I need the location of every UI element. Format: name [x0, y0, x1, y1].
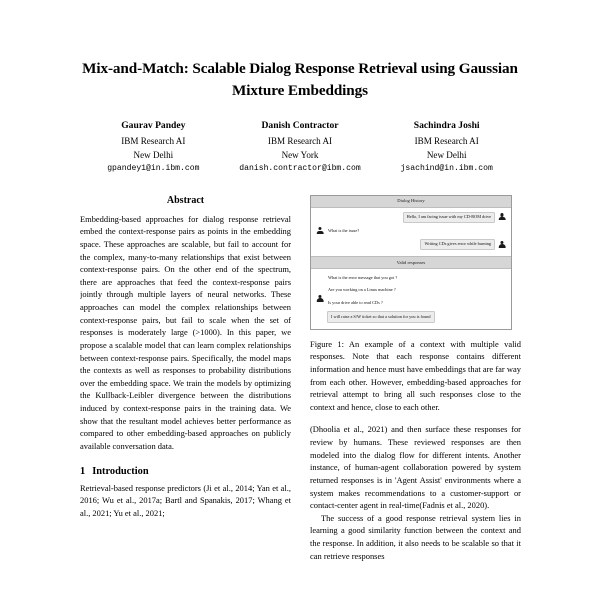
section-title: Introduction [92, 465, 149, 477]
user-avatar-icon [498, 213, 506, 222]
user-message-bubble: Writing CDs gives error while burning [420, 239, 495, 250]
dialog-history-messages [311, 208, 511, 257]
valid-response-bubble: I will raise a S/W ticket so that a solution for you is found [327, 311, 435, 322]
page-title: Mix-and-Match: Scalable Dialog Response Retrieval using Gaussian Mixture Embeddings [82, 60, 518, 99]
section-number: 1 [80, 465, 86, 477]
dialog-message-row [316, 239, 506, 250]
valid-response-text: What is the error message that you got ? [328, 274, 398, 280]
dialog-message-row [316, 212, 506, 223]
valid-response-row [327, 286, 506, 295]
author-city: New York [281, 149, 319, 160]
introduction-paragraph: Retrieval-based response predictors (Ji et al., 2014; Yan et al., 2016; Wu et al., 2017a; Bartl and Spanakis, 2017; Whang et al., 2021; Yu et al., 2021; [80, 482, 291, 518]
abstract-text: Embedding-based approaches for dialog response retrieval embed the context-response pairs as points in the embedding space. These approaches are scalable, but fail to account for the complex, many-to-many relationships that exist between context-response pairs. On the other end of the spectrum, there are approaches that feed the context-response pairs jointly through multiple layers of neural networks. These approaches can model the complex relationships between context-response pairs, but fail to scale when the set of responses is moderately large (>1000). In this paper, we propose a scalable model that can learn complex relationships between context-response pairs. Specifically, the model maps the contexts as well as responses to probability distributions over the embedding space. We train the models by optimizing the Kullback-Leibler divergence between the distributions induced by context-response pairs in the training data. We show that the resultant model achieves better performance as compared to other embedding-based approaches on publicly available conversation data. [80, 213, 291, 451]
agent-avatar-icon [316, 294, 324, 303]
dialog-history-band: Dialog History [311, 196, 511, 208]
agent-message-text: What is the issue? [328, 227, 360, 233]
author-block [80, 119, 227, 176]
right-column [310, 195, 521, 595]
author-affiliation: IBM Research AI [414, 135, 479, 146]
author-block [373, 119, 520, 176]
valid-responses-section [311, 269, 511, 328]
author-email[interactable]: gpandey1@in.ibm.com [107, 164, 200, 174]
valid-response-row [327, 311, 506, 322]
author-name: Sachindra Joshi [413, 120, 480, 132]
author-affiliation: IBM Research AI [121, 135, 186, 146]
figure-caption: Figure 1: An example of a context with multiple valid responses. Note that each response contains different information and hence must have embeddings that are far way from each other. However, embedding-based approaches for retrieval attempt to bring all such responses close to the context and hence, close to each other. [310, 338, 521, 412]
abstract-heading: Abstract [166, 194, 205, 206]
two-column-body [80, 195, 520, 595]
valid-response-text: Is your drive able to read CDs ? [328, 299, 383, 305]
author-list [80, 119, 520, 176]
right-column-paragraph-1: (Dhoolia et al., 2021) and then surface these responses for review by humans. These reviewed responses are then modeled into the dialog flow for different intents. Another instance, of human-agent collaboration powered by system returned responses is in 'Agent Assist' environments where a system makes recommendations to a customer-support or contact-center agent in real-time(Fadnis et al., 2020). [310, 424, 521, 511]
introduction-heading [80, 466, 291, 477]
dialog-message-row [316, 226, 506, 235]
author-email[interactable]: jsachind@in.ibm.com [400, 164, 493, 174]
user-avatar-icon [498, 240, 506, 249]
author-name: Danish Contractor [261, 120, 339, 132]
author-city: New Delhi [133, 149, 174, 160]
valid-responses-band: Valid responses [311, 256, 511, 269]
author-city: New Delhi [426, 149, 467, 160]
valid-response-row [327, 273, 506, 282]
valid-response-list [327, 273, 506, 323]
valid-responses-block [316, 273, 506, 323]
user-message-bubble: Hello, I am facing issue with my CD-ROM drive [403, 212, 495, 223]
author-block [227, 119, 374, 176]
author-name: Gaurav Pandey [121, 120, 186, 132]
valid-response-text: Are you working on a Linux machine ? [328, 287, 396, 293]
agent-avatar-icon [316, 227, 324, 236]
right-column-paragraph-2: The success of a good response retrieval system lies in learning a good similarity function between the context and the response. In addition, it also needs to be scalable so that it can retrieve responses [310, 512, 521, 561]
author-affiliation: IBM Research AI [267, 135, 333, 146]
left-column [80, 195, 291, 595]
figure-1 [310, 195, 512, 330]
author-email[interactable]: danish.contractor@ibm.com [239, 164, 361, 174]
valid-response-row [327, 299, 506, 308]
